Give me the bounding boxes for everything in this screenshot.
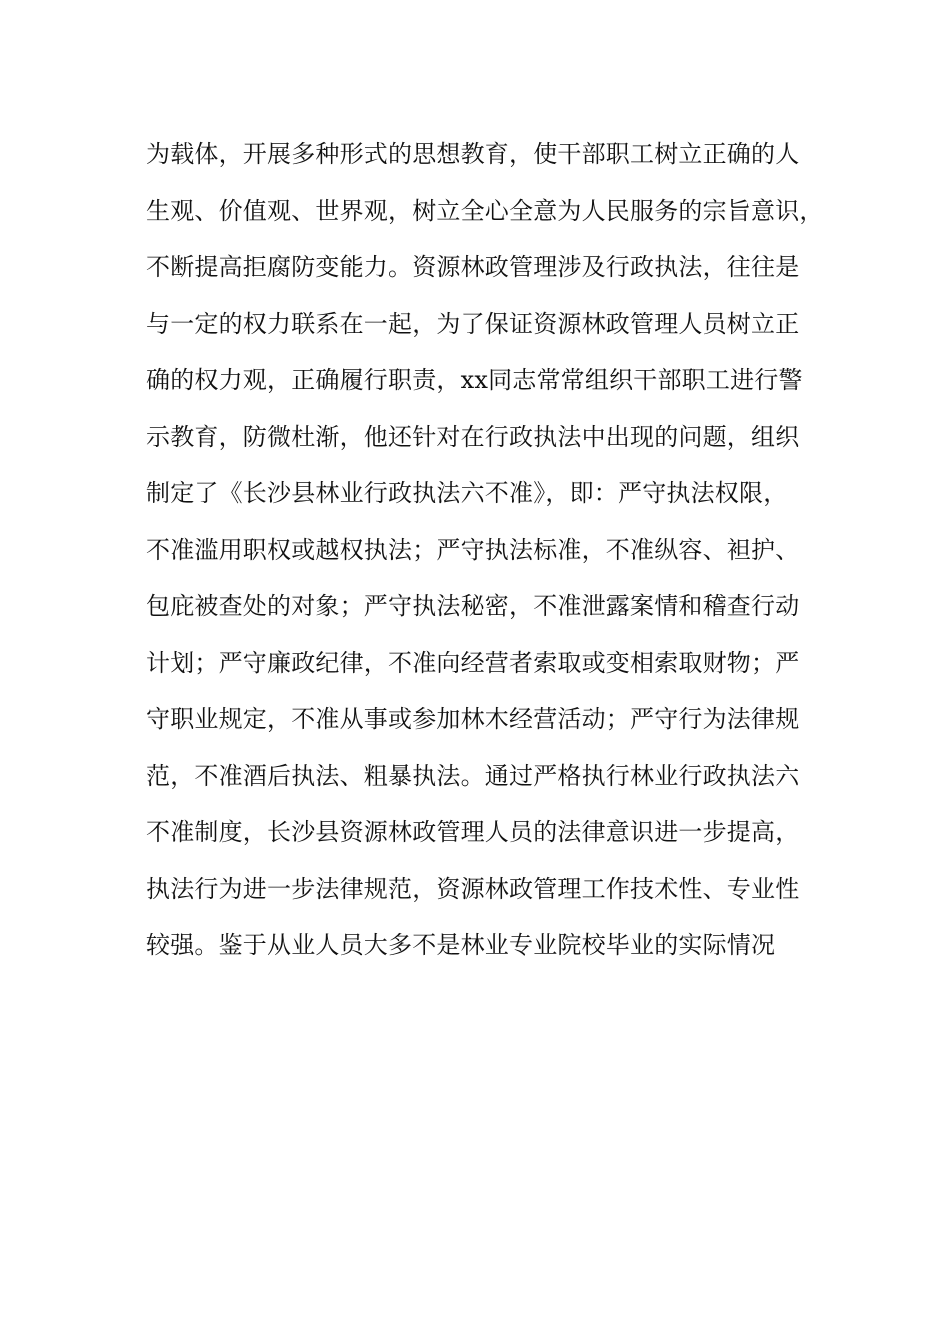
text-line: 范，不准酒后执法、粗暴执法。通过严格执行林业行政执法六 — [146, 761, 800, 790]
text-line: 不断提高拒腐防变能力。资源林政管理涉及行政执法，往往是 — [146, 253, 800, 281]
text-line: 较强。鉴于从业人员大多不是林业专业院校毕业的实际情况 — [146, 931, 776, 959]
text-line: 确的权力观，正确履行职责，xx同志常常组织干部职工进行警 — [146, 366, 803, 394]
text-line: 不准制度，长沙县资源林政管理人员的法律意识进一步提高， — [146, 818, 800, 846]
text-line: 为载体，开展多种形式的思想教育，使干部职工树立正确的人 — [146, 140, 800, 168]
text-line: 不准滥用职权或越权执法；严守执法标准，不准纵容、袒护、 — [146, 535, 800, 564]
text-line: 制定了《长沙县林业行政执法六不准》，即：严守执法权限， — [146, 479, 788, 507]
text-line: 生观、价值观、世界观，树立全心全意为人民服务的宗旨意识， — [146, 196, 824, 225]
text-line: 计划；严守廉政纪律，不准向经营者索取或变相索取财物；严 — [146, 648, 800, 677]
body-paragraph — [146, 132, 824, 980]
text-line: 执法行为进一步法律规范，资源林政管理工作技术性、专业性 — [146, 874, 800, 903]
text-line: 示教育，防微杜渐，他还针对在行政执法中出现的问题，组织 — [146, 422, 800, 451]
text-line: 包庇被查处的对象；严守执法秘密，不准泄露案情和稽查行动 — [146, 592, 800, 620]
text-line: 与一定的权力联系在一起，为了保证资源林政管理人员树立正 — [146, 309, 800, 338]
text-line: 守职业规定，不准从事或参加林木经营活动；严守行为法律规 — [146, 705, 800, 733]
